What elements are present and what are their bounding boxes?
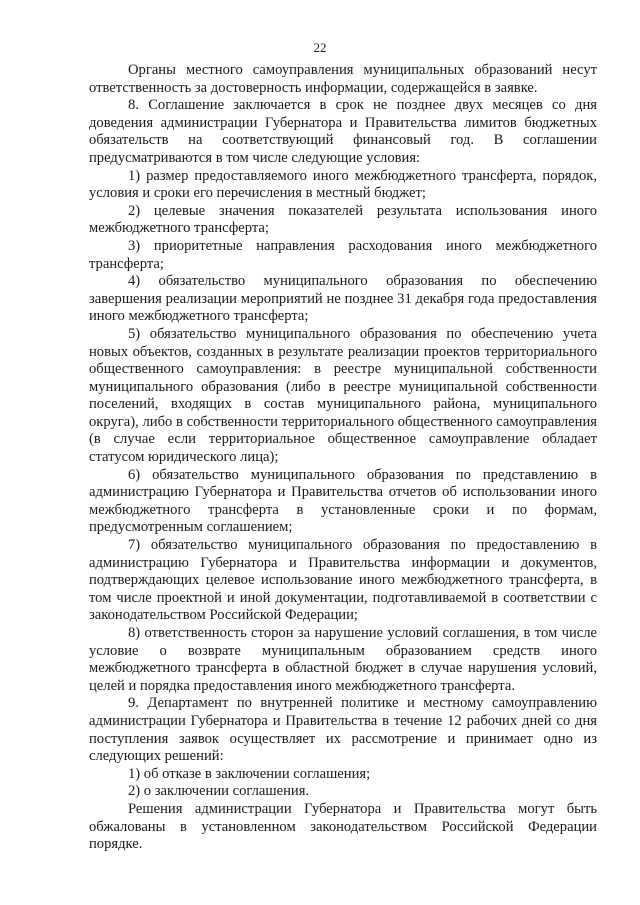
list-item-decision-2: 2) о заключении соглашения. — [128, 783, 310, 800]
list-item-condition-2: 2) целевые значения показателей результата использования иного межбюджетного трансферта; — [89, 202, 597, 237]
paragraph-clause-8: 8. Соглашение заключается в срок не позднее двух месяцев со дня доведения администрации Губернатора и Правительства лимитов бюджетных обязательств на соответствующий финансовый год. В соглашении предусматриваются в том числе следующие условия: — [89, 97, 597, 166]
list-item-condition-5: 5) обязательство муниципального образования по обеспечению учета новых объектов, созданных в результате реализации проектов территориального общественного самоуправления: в реестре муниципальной собственности муниципального образования (либо в реестре муниципальной собственности поселений, входящих в состав муниципального района, муниципального округа), либо в собственности территориального общественного самоуправления (в случае если территориальное общественное самоуправление обладает статусом юридического лица); — [89, 325, 597, 466]
list-item-condition-1: 1) размер предоставляемого иного межбюджетного трансферта, порядок, условия и сроки его перечисления в местный бюджет; — [89, 167, 597, 202]
list-item-condition-4: 4) обязательство муниципального образования по обеспечению завершения реализации мероприятий не позднее 31 декабря года предоставления иного межбюджетного трансферта; — [89, 273, 597, 325]
page-number: 22 — [313, 40, 327, 55]
list-item-condition-6: 6) обязательство муниципального образования по представлению в администрацию Губернатора и Правительства отчетов об использовании иного межбюджетного трансферта в установленные сроки и по формам, предусмотренным соглашением; — [89, 466, 597, 536]
paragraph-appeal: Решения администрации Губернатора и Правительства могут быть обжалованы в установленном законодательством Российской Федерации порядке. — [89, 800, 597, 853]
paragraph-responsibility: Органы местного самоуправления муниципальных образований несут ответственность за достоверность информации, содержащейся в заявке. — [89, 62, 597, 96]
list-item-condition-8: 8) ответственность сторон за нарушение условий соглашения, в том числе условие о возврате муниципальным образованием средств иного межбюджетного трансферта в областной бюджет в случае нарушения условий, целей и порядка предоставления иного межбюджетного трансферта. — [89, 625, 597, 694]
list-item-decision-1: 1) об отказе в заключении соглашения; — [128, 765, 371, 782]
document-body — [89, 62, 597, 854]
list-item-condition-7: 7) обязательство муниципального образования по предоставлению в администрацию Губернатора и Правительства информации и документов, подтверждающих целевое использование иного межбюджетного трансферта, в том числе проектной и иной документации, подготавливаемой в соответствии с законодательством Российской Федерации; — [89, 537, 597, 624]
paragraph-clause-9: 9. Департамент по внутренней политике и местному самоуправлению администрации Губернатора и Правительства в течение 12 рабочих дней со дня поступления заявок осуществляет их рассмотрение и принимает одно из следующих решений: — [89, 695, 597, 765]
list-item-condition-3: 3) приоритетные направления расходования иного межбюджетного трансферта; — [89, 237, 597, 272]
